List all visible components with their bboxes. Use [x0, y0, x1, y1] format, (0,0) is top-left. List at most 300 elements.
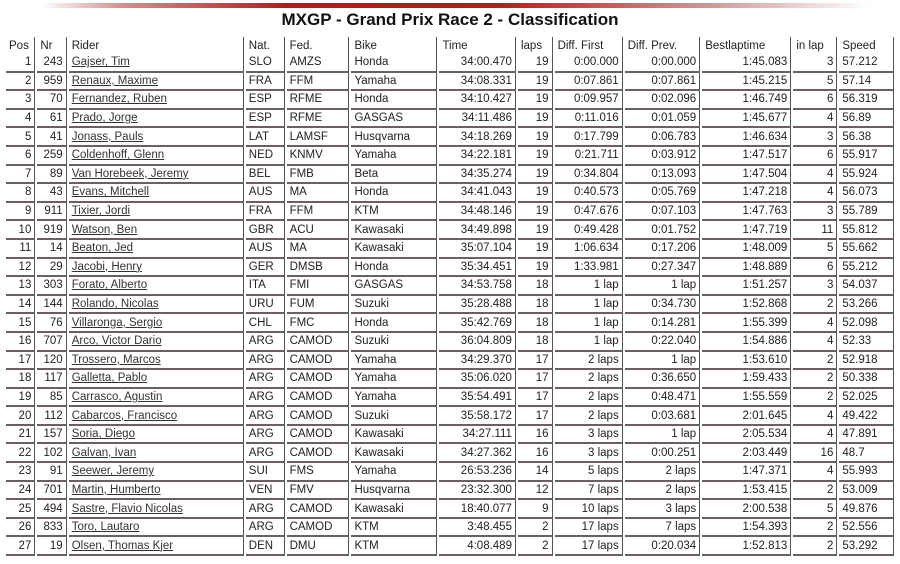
rider-link[interactable]: Van Horebeek, Jeremy: [71, 167, 189, 180]
cell-diff-prev: 0:01.059: [625, 110, 700, 129]
rider-link[interactable]: Galletta, Pablo: [71, 372, 148, 385]
cell-nr: 701: [37, 482, 66, 501]
table-row: [6, 519, 894, 538]
table-row: [6, 54, 894, 73]
rider-link[interactable]: Forato, Alberto: [71, 279, 148, 292]
cell-laps: 19: [518, 166, 553, 185]
cell-fed: FUM: [287, 296, 350, 315]
cell-nat: ARG: [246, 389, 285, 408]
cell-diff-first: 7 laps: [555, 482, 623, 501]
cell-in-lap: 2: [793, 482, 837, 501]
cell-time: 34:48.146: [439, 203, 516, 222]
cell-fed: FMC: [287, 314, 350, 333]
cell-pos: 4: [6, 110, 35, 129]
table-row: [6, 314, 894, 333]
rider-link[interactable]: Cabarcos, Francisco: [71, 409, 178, 422]
cell-bike: Honda: [351, 184, 437, 203]
cell-fed: MA: [287, 240, 350, 259]
cell-pos: 27: [6, 537, 35, 556]
cell-diff-first: 1 lap: [555, 333, 623, 352]
cell-diff-prev: 0:03.681: [625, 407, 700, 426]
cell-nr: 70: [37, 91, 66, 110]
cell-rider: [69, 389, 244, 408]
cell-diff-first: 2 laps: [555, 407, 623, 426]
cell-nat: ESP: [246, 91, 285, 110]
cell-nat: AUS: [246, 184, 285, 203]
cell-rider: [69, 407, 244, 426]
cell-bestlaptime: 1:48.009: [702, 240, 791, 259]
cell-bestlaptime: 1:45.215: [702, 73, 791, 92]
cell-bike: Yamaha: [351, 73, 437, 92]
cell-bestlaptime: 2:00.538: [702, 500, 791, 519]
table-row: [6, 426, 894, 445]
table-row: [6, 463, 894, 482]
cell-diff-first: 0:49.428: [555, 221, 623, 240]
column-header-time: Time: [439, 37, 516, 54]
rider-link[interactable]: Sastre, Flavio Nicolas: [71, 502, 183, 515]
cell-in-lap: 11: [793, 221, 837, 240]
cell-in-lap: 3: [793, 128, 837, 147]
cell-speed: 55.993: [839, 463, 894, 482]
cell-bestlaptime: 1:47.763: [702, 203, 791, 222]
cell-nat: NED: [246, 147, 285, 166]
rider-link[interactable]: Seewer, Jeremy: [71, 465, 155, 478]
cell-bike: Kawasaki: [351, 444, 437, 463]
cell-bestlaptime: 1:52.868: [702, 296, 791, 315]
cell-rider: [69, 73, 244, 92]
table-row: [6, 184, 894, 203]
cell-laps: 19: [518, 110, 553, 129]
cell-bestlaptime: 2:05.534: [702, 426, 791, 445]
table-row: [6, 370, 894, 389]
cell-diff-first: 2 laps: [555, 370, 623, 389]
cell-diff-first: 0:40.573: [555, 184, 623, 203]
table-row: [6, 147, 894, 166]
cell-speed: 55.212: [839, 259, 894, 278]
cell-nat: ARG: [246, 370, 285, 389]
cell-nr: 102: [37, 444, 66, 463]
column-header-rider: Rider: [69, 37, 244, 54]
cell-time: 35:54.491: [439, 389, 516, 408]
column-header-diff-prev: Diff. Prev.: [625, 37, 700, 54]
cell-bike: Yamaha: [351, 147, 437, 166]
cell-diff-prev: 0:34.730: [625, 296, 700, 315]
cell-time: 4:08.489: [439, 537, 516, 556]
cell-time: 34:11.486: [439, 110, 516, 129]
cell-fed: CAMOD: [287, 500, 350, 519]
cell-pos: 26: [6, 519, 35, 538]
cell-rider: [69, 91, 244, 110]
cell-nat: SLO: [246, 54, 285, 73]
cell-speed: 50.338: [839, 370, 894, 389]
cell-laps: 19: [518, 221, 553, 240]
cell-diff-first: 0:09.957: [555, 91, 623, 110]
cell-fed: CAMOD: [287, 444, 350, 463]
cell-diff-prev: 2 laps: [625, 463, 700, 482]
cell-pos: 6: [6, 147, 35, 166]
decorative-brush-stroke: [40, 3, 870, 8]
cell-bike: Honda: [351, 259, 437, 278]
cell-time: 34:27.111: [439, 426, 516, 445]
cell-time: 26:53.236: [439, 463, 516, 482]
cell-laps: 2: [518, 537, 553, 556]
rider-link[interactable]: Martin, Humberto: [71, 483, 161, 496]
rider-link[interactable]: Villaronga, Sergio: [71, 316, 163, 329]
cell-laps: 18: [518, 277, 553, 296]
cell-bestlaptime: 1:52.813: [702, 537, 791, 556]
cell-rider: [69, 537, 244, 556]
rider-link[interactable]: Coldenhoff, Glenn: [71, 149, 165, 162]
cell-laps: 19: [518, 203, 553, 222]
cell-time: 34:08.331: [439, 73, 516, 92]
cell-rider: [69, 203, 244, 222]
rider-link[interactable]: Renaux, Maxime: [71, 74, 158, 87]
cell-rider: [69, 352, 244, 371]
cell-nr: 61: [37, 110, 66, 129]
cell-pos: 23: [6, 463, 35, 482]
cell-speed: 56.073: [839, 184, 894, 203]
cell-nr: 91: [37, 463, 66, 482]
cell-diff-prev: 0:36.650: [625, 370, 700, 389]
cell-bestlaptime: 1:54.393: [702, 519, 791, 538]
cell-speed: 49.876: [839, 500, 894, 519]
cell-nr: 707: [37, 333, 66, 352]
cell-nat: ARG: [246, 352, 285, 371]
cell-laps: 17: [518, 352, 553, 371]
cell-nat: SUI: [246, 463, 285, 482]
cell-diff-prev: 0:13.093: [625, 166, 700, 185]
cell-speed: 48.7: [839, 444, 894, 463]
cell-bestlaptime: 1:46.749: [702, 91, 791, 110]
cell-bike: Kawasaki: [351, 500, 437, 519]
cell-time: 34:00.470: [439, 54, 516, 73]
table-row: [6, 500, 894, 519]
cell-speed: 55.789: [839, 203, 894, 222]
table-row: [6, 389, 894, 408]
rider-link[interactable]: Jacobi, Henry: [71, 260, 142, 273]
cell-rider: [69, 444, 244, 463]
column-header-diff-first: Diff. First: [555, 37, 623, 54]
cell-diff-prev: 0:22.040: [625, 333, 700, 352]
rider-link[interactable]: Toro, Lautaro: [71, 521, 140, 534]
column-header-nat: Nat.: [246, 37, 285, 54]
cell-time: 34:18.269: [439, 128, 516, 147]
cell-diff-prev: 0:00.251: [625, 444, 700, 463]
cell-diff-first: 1:33.981: [555, 259, 623, 278]
rider-link[interactable]: Soria, Diego: [71, 428, 135, 441]
cell-speed: 54.037: [839, 277, 894, 296]
cell-time: 23:32.300: [439, 482, 516, 501]
cell-laps: 16: [518, 444, 553, 463]
cell-diff-first: 3 laps: [555, 444, 623, 463]
cell-laps: 19: [518, 147, 553, 166]
cell-diff-prev: 0:03.912: [625, 147, 700, 166]
cell-fed: FMI: [287, 277, 350, 296]
cell-speed: 53.266: [839, 296, 894, 315]
rider-link[interactable]: Trossero, Marcos: [71, 353, 161, 366]
cell-in-lap: 6: [793, 147, 837, 166]
cell-laps: 19: [518, 240, 553, 259]
cell-in-lap: 2: [793, 352, 837, 371]
cell-diff-prev: 0:05.769: [625, 184, 700, 203]
cell-nr: 833: [37, 519, 66, 538]
cell-bike: Honda: [351, 314, 437, 333]
cell-rider: [69, 482, 244, 501]
cell-bike: GASGAS: [351, 110, 437, 129]
cell-diff-first: 5 laps: [555, 463, 623, 482]
cell-pos: 11: [6, 240, 35, 259]
cell-fed: FMV: [287, 482, 350, 501]
cell-in-lap: 4: [793, 463, 837, 482]
rider-link[interactable]: Evans, Mitchell: [71, 186, 150, 199]
cell-nr: 117: [37, 370, 66, 389]
cell-diff-prev: 0:00.000: [625, 54, 700, 73]
cell-nat: ARG: [246, 333, 285, 352]
cell-bike: Yamaha: [351, 463, 437, 482]
cell-rider: [69, 54, 244, 73]
cell-diff-prev: 0:07.103: [625, 203, 700, 222]
cell-bike: KTM: [351, 519, 437, 538]
cell-pos: 17: [6, 352, 35, 371]
cell-diff-prev: 1 lap: [625, 277, 700, 296]
cell-fed: CAMOD: [287, 407, 350, 426]
cell-bike: Honda: [351, 54, 437, 73]
table-row: [6, 203, 894, 222]
cell-pos: 1: [6, 54, 35, 73]
cell-laps: 2: [518, 519, 553, 538]
cell-nr: 29: [37, 259, 66, 278]
cell-bike: Husqvarna: [351, 128, 437, 147]
cell-pos: 19: [6, 389, 35, 408]
cell-diff-first: 1:06.634: [555, 240, 623, 259]
cell-pos: 3: [6, 91, 35, 110]
cell-nr: 144: [37, 296, 66, 315]
cell-diff-prev: 0:06.783: [625, 128, 700, 147]
cell-nat: ARG: [246, 500, 285, 519]
table-row: [6, 482, 894, 501]
cell-nat: BEL: [246, 166, 285, 185]
rider-link[interactable]: Carrasco, Agustin: [71, 390, 163, 403]
cell-bike: Beta: [351, 166, 437, 185]
table-row: [6, 91, 894, 110]
rider-link[interactable]: Fernandez, Ruben: [71, 93, 167, 106]
cell-time: 34:22.181: [439, 147, 516, 166]
cell-bestlaptime: 1:47.504: [702, 166, 791, 185]
cell-bestlaptime: 1:46.634: [702, 128, 791, 147]
cell-pos: 25: [6, 500, 35, 519]
table-row: [6, 296, 894, 315]
cell-nr: 919: [37, 221, 66, 240]
cell-bestlaptime: 1:55.559: [702, 389, 791, 408]
cell-bike: Yamaha: [351, 389, 437, 408]
rider-link[interactable]: Arco, Victor Dario: [71, 335, 162, 348]
cell-pos: 15: [6, 314, 35, 333]
cell-in-lap: 4: [793, 184, 837, 203]
rider-link[interactable]: Beaton, Jed: [71, 242, 134, 255]
cell-speed: 49.422: [839, 407, 894, 426]
cell-nr: 120: [37, 352, 66, 371]
cell-speed: 56.319: [839, 91, 894, 110]
cell-rider: [69, 463, 244, 482]
cell-laps: 14: [518, 463, 553, 482]
cell-diff-prev: 1 lap: [625, 426, 700, 445]
cell-bestlaptime: 1:47.218: [702, 184, 791, 203]
cell-fed: MA: [287, 184, 350, 203]
cell-speed: 47.891: [839, 426, 894, 445]
cell-nat: ESP: [246, 110, 285, 129]
cell-laps: 19: [518, 184, 553, 203]
column-header-speed: Speed: [839, 37, 894, 54]
cell-bike: Kawasaki: [351, 426, 437, 445]
cell-diff-prev: 0:17.206: [625, 240, 700, 259]
table-row: [6, 277, 894, 296]
cell-laps: 9: [518, 500, 553, 519]
cell-time: 35:58.172: [439, 407, 516, 426]
cell-speed: 53.292: [839, 537, 894, 556]
cell-fed: FFM: [287, 73, 350, 92]
cell-time: 36:04.809: [439, 333, 516, 352]
cell-time: 35:06.020: [439, 370, 516, 389]
cell-time: 18:40.077: [439, 500, 516, 519]
cell-in-lap: 6: [793, 91, 837, 110]
cell-rider: [69, 240, 244, 259]
cell-time: 34:10.427: [439, 91, 516, 110]
cell-in-lap: 5: [793, 500, 837, 519]
cell-time: 34:41.043: [439, 184, 516, 203]
cell-bestlaptime: 1:51.257: [702, 277, 791, 296]
rider-link[interactable]: Rolando, Nicolas: [71, 298, 159, 311]
cell-speed: 55.924: [839, 166, 894, 185]
cell-bestlaptime: 1:55.399: [702, 314, 791, 333]
column-header-pos: Pos: [6, 37, 35, 54]
cell-diff-first: 0:34.804: [555, 166, 623, 185]
cell-laps: 19: [518, 91, 553, 110]
cell-in-lap: 16: [793, 444, 837, 463]
cell-nr: 41: [37, 128, 66, 147]
cell-bestlaptime: 2:01.645: [702, 407, 791, 426]
rider-link[interactable]: Gajser, Tim: [71, 56, 130, 69]
cell-diff-first: 0:11.016: [555, 110, 623, 129]
cell-pos: 8: [6, 184, 35, 203]
cell-time: 34:35.274: [439, 166, 516, 185]
cell-nr: 959: [37, 73, 66, 92]
rider-link[interactable]: Watson, Ben: [71, 223, 138, 236]
rider-link[interactable]: Prado, Jorge: [71, 112, 138, 125]
table-row: [6, 73, 894, 92]
cell-laps: 12: [518, 482, 553, 501]
cell-nat: FRA: [246, 73, 285, 92]
cell-time: 34:29.370: [439, 352, 516, 371]
cell-bestlaptime: 2:03.449: [702, 444, 791, 463]
table-row: [6, 444, 894, 463]
cell-nat: ITA: [246, 277, 285, 296]
cell-time: 35:34.451: [439, 259, 516, 278]
cell-bestlaptime: 1:47.517: [702, 147, 791, 166]
cell-nr: 89: [37, 166, 66, 185]
cell-nr: 243: [37, 54, 66, 73]
cell-nat: ARG: [246, 407, 285, 426]
cell-fed: CAMOD: [287, 352, 350, 371]
column-header-bike: Bike: [351, 37, 437, 54]
cell-fed: FFM: [287, 203, 350, 222]
cell-nr: 494: [37, 500, 66, 519]
table-row: [6, 537, 894, 556]
cell-speed: 57.212: [839, 54, 894, 73]
cell-bestlaptime: 1:47.719: [702, 221, 791, 240]
classification-table: [4, 37, 896, 556]
column-header-fed: Fed.: [287, 37, 350, 54]
cell-speed: 52.098: [839, 314, 894, 333]
cell-time: 35:07.104: [439, 240, 516, 259]
cell-fed: CAMOD: [287, 370, 350, 389]
cell-bestlaptime: 1:54.886: [702, 333, 791, 352]
rider-link[interactable]: Galvan, Ivan: [71, 446, 137, 459]
cell-pos: 2: [6, 73, 35, 92]
cell-pos: 13: [6, 277, 35, 296]
cell-bike: Yamaha: [351, 370, 437, 389]
cell-pos: 10: [6, 221, 35, 240]
cell-diff-first: 1 lap: [555, 296, 623, 315]
cell-nr: 303: [37, 277, 66, 296]
cell-time: 34:49.898: [439, 221, 516, 240]
cell-in-lap: 2: [793, 370, 837, 389]
cell-laps: 19: [518, 54, 553, 73]
cell-nr: 19: [37, 537, 66, 556]
cell-laps: 17: [518, 370, 553, 389]
cell-nat: CHL: [246, 314, 285, 333]
cell-bike: Honda: [351, 91, 437, 110]
cell-rider: [69, 166, 244, 185]
cell-laps: 19: [518, 128, 553, 147]
cell-bike: Kawasaki: [351, 240, 437, 259]
cell-diff-prev: 0:27.347: [625, 259, 700, 278]
cell-bestlaptime: 1:53.610: [702, 352, 791, 371]
column-header-in-lap: in lap: [793, 37, 837, 54]
cell-diff-prev: 0:07.861: [625, 73, 700, 92]
column-header-laps: laps: [518, 37, 553, 54]
cell-diff-prev: 0:14.281: [625, 314, 700, 333]
cell-diff-first: 2 laps: [555, 389, 623, 408]
cell-bestlaptime: 1:45.083: [702, 54, 791, 73]
cell-diff-prev: 0:01.752: [625, 221, 700, 240]
cell-nat: FRA: [246, 203, 285, 222]
cell-bestlaptime: 1:45.677: [702, 110, 791, 129]
rider-link[interactable]: Olsen, Thomas Kjer: [71, 539, 174, 552]
cell-nr: 85: [37, 389, 66, 408]
rider-link[interactable]: Tixier, Jordi: [71, 205, 131, 218]
cell-laps: 17: [518, 407, 553, 426]
cell-nat: VEN: [246, 482, 285, 501]
cell-bestlaptime: 1:48.889: [702, 259, 791, 278]
cell-rider: [69, 314, 244, 333]
cell-time: 35:42.769: [439, 314, 516, 333]
cell-diff-first: 10 laps: [555, 500, 623, 519]
cell-diff-prev: 0:02.096: [625, 91, 700, 110]
cell-in-lap: 6: [793, 259, 837, 278]
cell-pos: 22: [6, 444, 35, 463]
cell-fed: FMB: [287, 166, 350, 185]
cell-rider: [69, 259, 244, 278]
cell-speed: 55.812: [839, 221, 894, 240]
cell-diff-first: 3 laps: [555, 426, 623, 445]
cell-nat: ARG: [246, 426, 285, 445]
page-title: MXGP - Grand Prix Race 2 - Classification: [281, 10, 619, 29]
cell-in-lap: 2: [793, 296, 837, 315]
cell-nr: 112: [37, 407, 66, 426]
cell-in-lap: 4: [793, 110, 837, 129]
cell-rider: [69, 500, 244, 519]
rider-link[interactable]: Jonass, Pauls: [71, 130, 144, 143]
